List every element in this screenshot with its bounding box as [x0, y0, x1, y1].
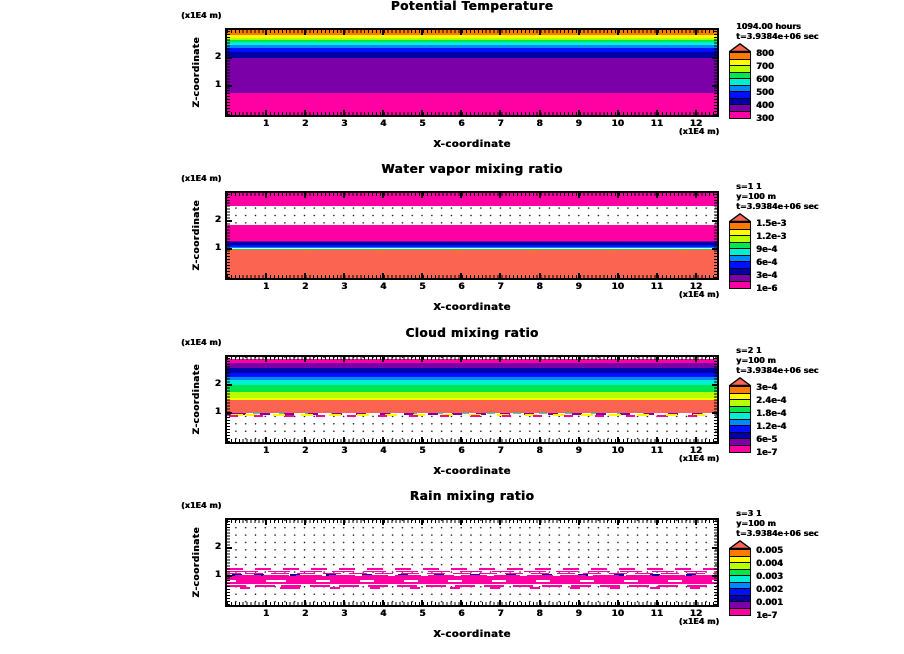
- colorbar-bar: [729, 222, 751, 289]
- x-major-tick: [695, 273, 697, 278]
- x-major-tick: [499, 600, 501, 605]
- x-major-tick: [656, 273, 658, 278]
- x-tick-label: 2: [301, 119, 309, 129]
- x-major-tick: [421, 30, 423, 35]
- colorbar-tick-label: 3e-4: [756, 383, 778, 393]
- x-major-tick: [382, 437, 384, 442]
- colorbar-bar: [729, 549, 751, 616]
- x-major-tick: [304, 357, 306, 362]
- legend-header-line: y=100 m: [736, 192, 776, 201]
- x-tick-label: 5: [419, 282, 426, 292]
- x-major-tick: [578, 193, 580, 198]
- panel-title: Potential Temperature: [390, 0, 554, 13]
- x-minor-ticks-bottom: [227, 439, 717, 442]
- x-major-tick: [421, 110, 423, 115]
- x-tick-label: 4: [380, 119, 387, 129]
- x-tick-label: 6: [458, 119, 465, 129]
- x-major-tick: [499, 357, 501, 362]
- x-tick-label: 7: [497, 609, 504, 619]
- colorbar-band: [730, 112, 750, 119]
- x-major-tick: [499, 437, 501, 442]
- x-major-tick: [617, 30, 619, 35]
- y-major-tick: [227, 575, 232, 577]
- x-major-tick: [695, 520, 697, 525]
- y-axis-unit: (x1E4 m): [181, 174, 222, 183]
- y-major-tick: [712, 57, 717, 59]
- x-major-tick: [460, 110, 462, 115]
- contour-band: [227, 400, 717, 413]
- colorbar-tick-label: 1e-6: [756, 284, 778, 294]
- x-axis-unit: (x1E4 m): [678, 454, 719, 463]
- y-major-tick: [227, 85, 232, 87]
- colorbar-over-triangle: [729, 213, 751, 222]
- x-tick-label: 1: [262, 446, 270, 456]
- x-minor-ticks-top: [227, 357, 717, 360]
- colorbar-band: [730, 282, 750, 289]
- x-tick-label: 2: [301, 282, 309, 292]
- contour-dash-line: [227, 251, 717, 253]
- legend-header-line: t=3.9384e+06 sec: [736, 202, 819, 211]
- x-major-tick: [539, 193, 541, 198]
- colorbar-legend: [729, 346, 839, 458]
- x-major-tick: [656, 357, 658, 362]
- x-tick-label: 7: [497, 282, 504, 292]
- colorbar-tick-label: 9e-4: [756, 245, 778, 255]
- y-tick-label: 1: [214, 243, 221, 254]
- x-axis-label: X-coordinate: [433, 629, 511, 640]
- x-major-tick: [578, 600, 580, 605]
- plot-area: [225, 518, 719, 607]
- x-tick-label: 5: [419, 446, 426, 456]
- x-major-tick: [578, 437, 580, 442]
- legend-header: [736, 509, 839, 539]
- x-major-tick: [304, 600, 306, 605]
- x-tick-label: 7: [497, 446, 504, 456]
- x-major-tick: [304, 110, 306, 115]
- x-tick-label: 1: [262, 282, 270, 292]
- x-major-tick: [382, 30, 384, 35]
- contour-dash-line: [227, 415, 717, 417]
- y-tick-label: 1: [214, 80, 221, 91]
- x-minor-ticks-top: [227, 193, 717, 196]
- colorbar-legend: [729, 22, 839, 124]
- x-major-tick: [382, 357, 384, 362]
- x-tick-label: 11: [650, 446, 664, 456]
- panel-rain-mixing-ratio: [0, 490, 904, 654]
- y-major-tick: [712, 85, 717, 87]
- x-tick-label: 6: [458, 609, 465, 619]
- x-major-tick: [617, 273, 619, 278]
- legend-header-line: y=100 m: [736, 356, 776, 365]
- x-tick-label: 7: [497, 119, 504, 129]
- x-axis-label: X-coordinate: [433, 466, 511, 477]
- x-major-tick: [382, 273, 384, 278]
- colorbar-tick-label: 500: [756, 88, 774, 98]
- x-major-tick: [656, 600, 658, 605]
- legend-header: [736, 346, 839, 376]
- x-major-tick: [460, 437, 462, 442]
- x-tick-label: 12: [689, 119, 703, 129]
- x-major-tick: [617, 193, 619, 198]
- x-major-tick: [460, 273, 462, 278]
- x-major-tick: [578, 30, 580, 35]
- x-major-tick: [265, 193, 267, 198]
- x-tick-label: 5: [419, 119, 426, 129]
- colorbar-bar: [729, 386, 751, 453]
- x-tick-label: 9: [575, 119, 582, 129]
- contour-fill-layer: [227, 193, 717, 278]
- x-major-tick: [304, 273, 306, 278]
- y-minor-ticks-right: [714, 30, 717, 115]
- y-major-tick: [712, 248, 717, 250]
- x-tick-label: 12: [689, 282, 703, 292]
- contour-fill-layer: [227, 357, 717, 442]
- colorbar-tick-label: 6e-5: [756, 435, 778, 445]
- contour-band: [227, 225, 717, 241]
- x-major-tick: [695, 193, 697, 198]
- y-minor-ticks-right: [714, 357, 717, 442]
- contour-dash-line: [227, 575, 717, 577]
- colorbar-tick-label: 1.2e-3: [756, 232, 787, 242]
- y-tick-label: 2: [214, 541, 221, 552]
- x-major-tick: [421, 357, 423, 362]
- y-axis-unit: (x1E4 m): [181, 501, 222, 510]
- colorbar-tick-label: 0.003: [756, 572, 783, 582]
- legend-header: [736, 22, 839, 42]
- colorbar-tick-label: 600: [756, 75, 774, 85]
- x-major-tick: [460, 193, 462, 198]
- x-tick-label: 10: [611, 282, 624, 292]
- y-axis-unit: (x1E4 m): [181, 338, 222, 347]
- x-major-tick: [695, 600, 697, 605]
- x-axis-unit: (x1E4 m): [678, 290, 719, 299]
- contour-band: [227, 58, 717, 94]
- x-major-tick: [656, 437, 658, 442]
- colorbar-over-triangle: [729, 540, 751, 549]
- x-major-tick: [265, 437, 267, 442]
- x-major-tick: [382, 520, 384, 525]
- colorbar-over-triangle: [729, 377, 751, 386]
- x-major-tick: [265, 520, 267, 525]
- y-minor-ticks-left: [227, 520, 230, 605]
- y-minor-ticks-right: [714, 520, 717, 605]
- colorbar-tick-label: 400: [756, 101, 774, 111]
- colorbar-tick-label: 700: [756, 62, 774, 72]
- x-tick-label: 4: [380, 609, 387, 619]
- x-major-tick: [617, 437, 619, 442]
- x-major-tick: [421, 273, 423, 278]
- y-major-tick: [712, 384, 717, 386]
- x-major-tick: [499, 520, 501, 525]
- colorbar: [729, 546, 839, 621]
- x-major-tick: [656, 30, 658, 35]
- x-major-tick: [695, 357, 697, 362]
- plot-area: [225, 355, 719, 444]
- y-minor-ticks-left: [227, 193, 230, 278]
- panel-water-vapor-mixing-ratio: [0, 163, 904, 327]
- y-axis-label: Z-coordinate: [192, 364, 202, 435]
- x-major-tick: [304, 193, 306, 198]
- colorbar: [729, 49, 839, 124]
- x-tick-label: 8: [536, 609, 543, 619]
- contour-fill-layer: [227, 30, 717, 115]
- x-tick-label: 11: [650, 609, 664, 619]
- panel-title: Cloud mixing ratio: [405, 326, 539, 340]
- legend-header-line: y=100 m: [736, 519, 776, 528]
- x-major-tick: [617, 110, 619, 115]
- x-tick-label: 2: [301, 609, 309, 619]
- x-major-tick: [578, 520, 580, 525]
- x-major-tick: [421, 193, 423, 198]
- panel-potential-temperature: [0, 0, 904, 164]
- x-major-tick: [343, 600, 345, 605]
- x-tick-label: 1: [262, 609, 270, 619]
- x-major-tick: [539, 437, 541, 442]
- x-tick-label: 1: [262, 119, 270, 129]
- x-tick-label: 8: [536, 446, 543, 456]
- x-major-tick: [343, 520, 345, 525]
- x-tick-label: 6: [458, 446, 465, 456]
- contour-dash-line: [227, 587, 717, 589]
- x-major-tick: [539, 273, 541, 278]
- colorbar-band: [730, 609, 750, 616]
- x-major-tick: [460, 30, 462, 35]
- colorbar-over-triangle: [729, 43, 751, 52]
- x-minor-ticks-bottom: [227, 112, 717, 115]
- colorbar-tick-label: 0.004: [756, 559, 783, 569]
- colorbar-tick-label: 1.2e-4: [756, 422, 787, 432]
- x-tick-label: 3: [341, 446, 348, 456]
- colorbar-legend: [729, 182, 839, 294]
- x-major-tick: [539, 520, 541, 525]
- x-axis-unit: (x1E4 m): [678, 617, 719, 626]
- x-major-tick: [343, 437, 345, 442]
- x-tick-label: 9: [575, 446, 582, 456]
- x-tick-label: 11: [650, 282, 664, 292]
- colorbar-band: [730, 446, 750, 453]
- x-major-tick: [343, 30, 345, 35]
- y-axis-label: Z-coordinate: [192, 37, 202, 108]
- x-tick-label: 9: [575, 282, 582, 292]
- x-major-tick: [382, 110, 384, 115]
- x-major-tick: [421, 437, 423, 442]
- x-major-tick: [539, 110, 541, 115]
- x-tick-label: 12: [689, 446, 703, 456]
- x-major-tick: [499, 193, 501, 198]
- contour-dash-line: [227, 580, 717, 582]
- x-major-tick: [539, 357, 541, 362]
- x-tick-label: 8: [536, 119, 543, 129]
- contour-band: [227, 250, 717, 278]
- x-axis-label: X-coordinate: [433, 139, 511, 150]
- x-major-tick: [343, 193, 345, 198]
- x-axis-unit: (x1E4 m): [678, 127, 719, 136]
- y-tick-label: 2: [214, 378, 221, 389]
- colorbar: [729, 219, 839, 294]
- x-major-tick: [460, 357, 462, 362]
- x-major-tick: [460, 520, 462, 525]
- y-axis-unit: (x1E4 m): [181, 11, 222, 20]
- y-minor-ticks-right: [714, 193, 717, 278]
- x-tick-label: 10: [611, 119, 624, 129]
- colorbar-tick-label: 0.002: [756, 585, 783, 595]
- y-axis-label: Z-coordinate: [192, 200, 202, 271]
- x-tick-label: 4: [380, 282, 387, 292]
- x-tick-label: 3: [341, 282, 348, 292]
- x-major-tick: [617, 520, 619, 525]
- y-major-tick: [227, 248, 232, 250]
- x-major-tick: [343, 357, 345, 362]
- x-major-tick: [304, 437, 306, 442]
- x-major-tick: [656, 110, 658, 115]
- x-major-tick: [695, 437, 697, 442]
- y-major-tick: [712, 547, 717, 549]
- x-tick-label: 5: [419, 609, 426, 619]
- colorbar: [729, 383, 839, 458]
- colorbar-tick-label: 1.8e-4: [756, 409, 787, 419]
- colorbar-tick-label: 0.005: [756, 546, 783, 556]
- x-major-tick: [265, 110, 267, 115]
- x-major-tick: [382, 600, 384, 605]
- x-major-tick: [578, 110, 580, 115]
- y-major-tick: [227, 412, 232, 414]
- y-tick-label: 1: [214, 407, 221, 418]
- x-tick-label: 10: [611, 609, 624, 619]
- x-tick-label: 8: [536, 282, 543, 292]
- y-major-tick: [227, 57, 232, 59]
- legend-header: [736, 182, 839, 212]
- y-major-tick: [227, 220, 232, 222]
- x-tick-label: 6: [458, 282, 465, 292]
- x-major-tick: [343, 273, 345, 278]
- colorbar-tick-label: 800: [756, 49, 774, 59]
- colorbar-tick-label: 1e-7: [756, 448, 778, 458]
- colorbar-tick-label: 1e-7: [756, 611, 778, 621]
- x-tick-label: 10: [611, 446, 624, 456]
- y-major-tick: [712, 575, 717, 577]
- x-major-tick: [695, 30, 697, 35]
- colorbar-legend: [729, 509, 839, 621]
- plot-area: [225, 28, 719, 117]
- x-major-tick: [304, 520, 306, 525]
- x-major-tick: [617, 357, 619, 362]
- y-major-tick: [712, 220, 717, 222]
- colorbar-bar: [729, 52, 751, 119]
- y-major-tick: [227, 384, 232, 386]
- x-major-tick: [421, 600, 423, 605]
- legend-header-line: 1094.00 hours: [736, 22, 801, 31]
- x-major-tick: [539, 30, 541, 35]
- x-major-tick: [382, 193, 384, 198]
- y-tick-labels: [206, 191, 221, 280]
- x-major-tick: [265, 357, 267, 362]
- x-tick-label: 2: [301, 446, 309, 456]
- y-tick-label: 1: [214, 570, 221, 581]
- legend-header-line: t=3.9384e+06 sec: [736, 366, 819, 375]
- y-tick-labels: [206, 518, 221, 607]
- contour-band: [227, 385, 717, 392]
- x-tick-label: 4: [380, 446, 387, 456]
- x-major-tick: [499, 273, 501, 278]
- x-tick-label: 12: [689, 609, 703, 619]
- x-major-tick: [304, 30, 306, 35]
- y-tick-label: 2: [214, 214, 221, 225]
- colorbar-tick-label: 0.001: [756, 598, 783, 608]
- x-major-tick: [499, 110, 501, 115]
- x-minor-ticks-top: [227, 30, 717, 33]
- x-major-tick: [499, 30, 501, 35]
- y-tick-label: 2: [214, 51, 221, 62]
- x-minor-ticks-top: [227, 520, 717, 523]
- y-tick-labels: [206, 355, 221, 444]
- legend-header-line: t=3.9384e+06 sec: [736, 32, 819, 41]
- colorbar-tick-label: 6e-4: [756, 258, 778, 268]
- colorbar-tick-label: 1.5e-3: [756, 219, 787, 229]
- x-tick-label: 3: [341, 119, 348, 129]
- x-major-tick: [265, 600, 267, 605]
- colorbar-tick-label: 3e-4: [756, 271, 778, 281]
- x-axis-label: X-coordinate: [433, 302, 511, 313]
- x-major-tick: [265, 30, 267, 35]
- y-minor-ticks-left: [227, 30, 230, 115]
- y-minor-ticks-left: [227, 357, 230, 442]
- x-major-tick: [421, 520, 423, 525]
- x-major-tick: [265, 273, 267, 278]
- panel-cloud-mixing-ratio: [0, 327, 904, 491]
- legend-header-line: s=2 1: [736, 346, 762, 355]
- contour-dash-line: [227, 568, 717, 570]
- x-minor-ticks-bottom: [227, 602, 717, 605]
- x-major-tick: [539, 600, 541, 605]
- x-major-tick: [656, 193, 658, 198]
- x-minor-ticks-bottom: [227, 275, 717, 278]
- y-major-tick: [712, 412, 717, 414]
- panel-title: Rain mixing ratio: [409, 489, 535, 503]
- y-axis-label: Z-coordinate: [192, 527, 202, 598]
- x-tick-label: 3: [341, 609, 348, 619]
- contour-fill-layer: [227, 520, 717, 605]
- plot-area: [225, 191, 719, 280]
- colorbar-tick-label: 2.4e-4: [756, 396, 787, 406]
- legend-header-line: t=3.9384e+06 sec: [736, 529, 819, 538]
- panel-title: Water vapor mixing ratio: [381, 162, 563, 176]
- x-major-tick: [343, 110, 345, 115]
- x-major-tick: [695, 110, 697, 115]
- y-major-tick: [227, 547, 232, 549]
- legend-header-line: s=3 1: [736, 509, 762, 518]
- x-major-tick: [578, 357, 580, 362]
- x-major-tick: [656, 520, 658, 525]
- x-major-tick: [578, 273, 580, 278]
- x-tick-label: 11: [650, 119, 664, 129]
- x-tick-label: 9: [575, 609, 582, 619]
- colorbar-tick-label: 300: [756, 114, 774, 124]
- x-major-tick: [460, 600, 462, 605]
- legend-header-line: s=1 1: [736, 182, 762, 191]
- y-tick-labels: [206, 28, 221, 117]
- x-major-tick: [617, 600, 619, 605]
